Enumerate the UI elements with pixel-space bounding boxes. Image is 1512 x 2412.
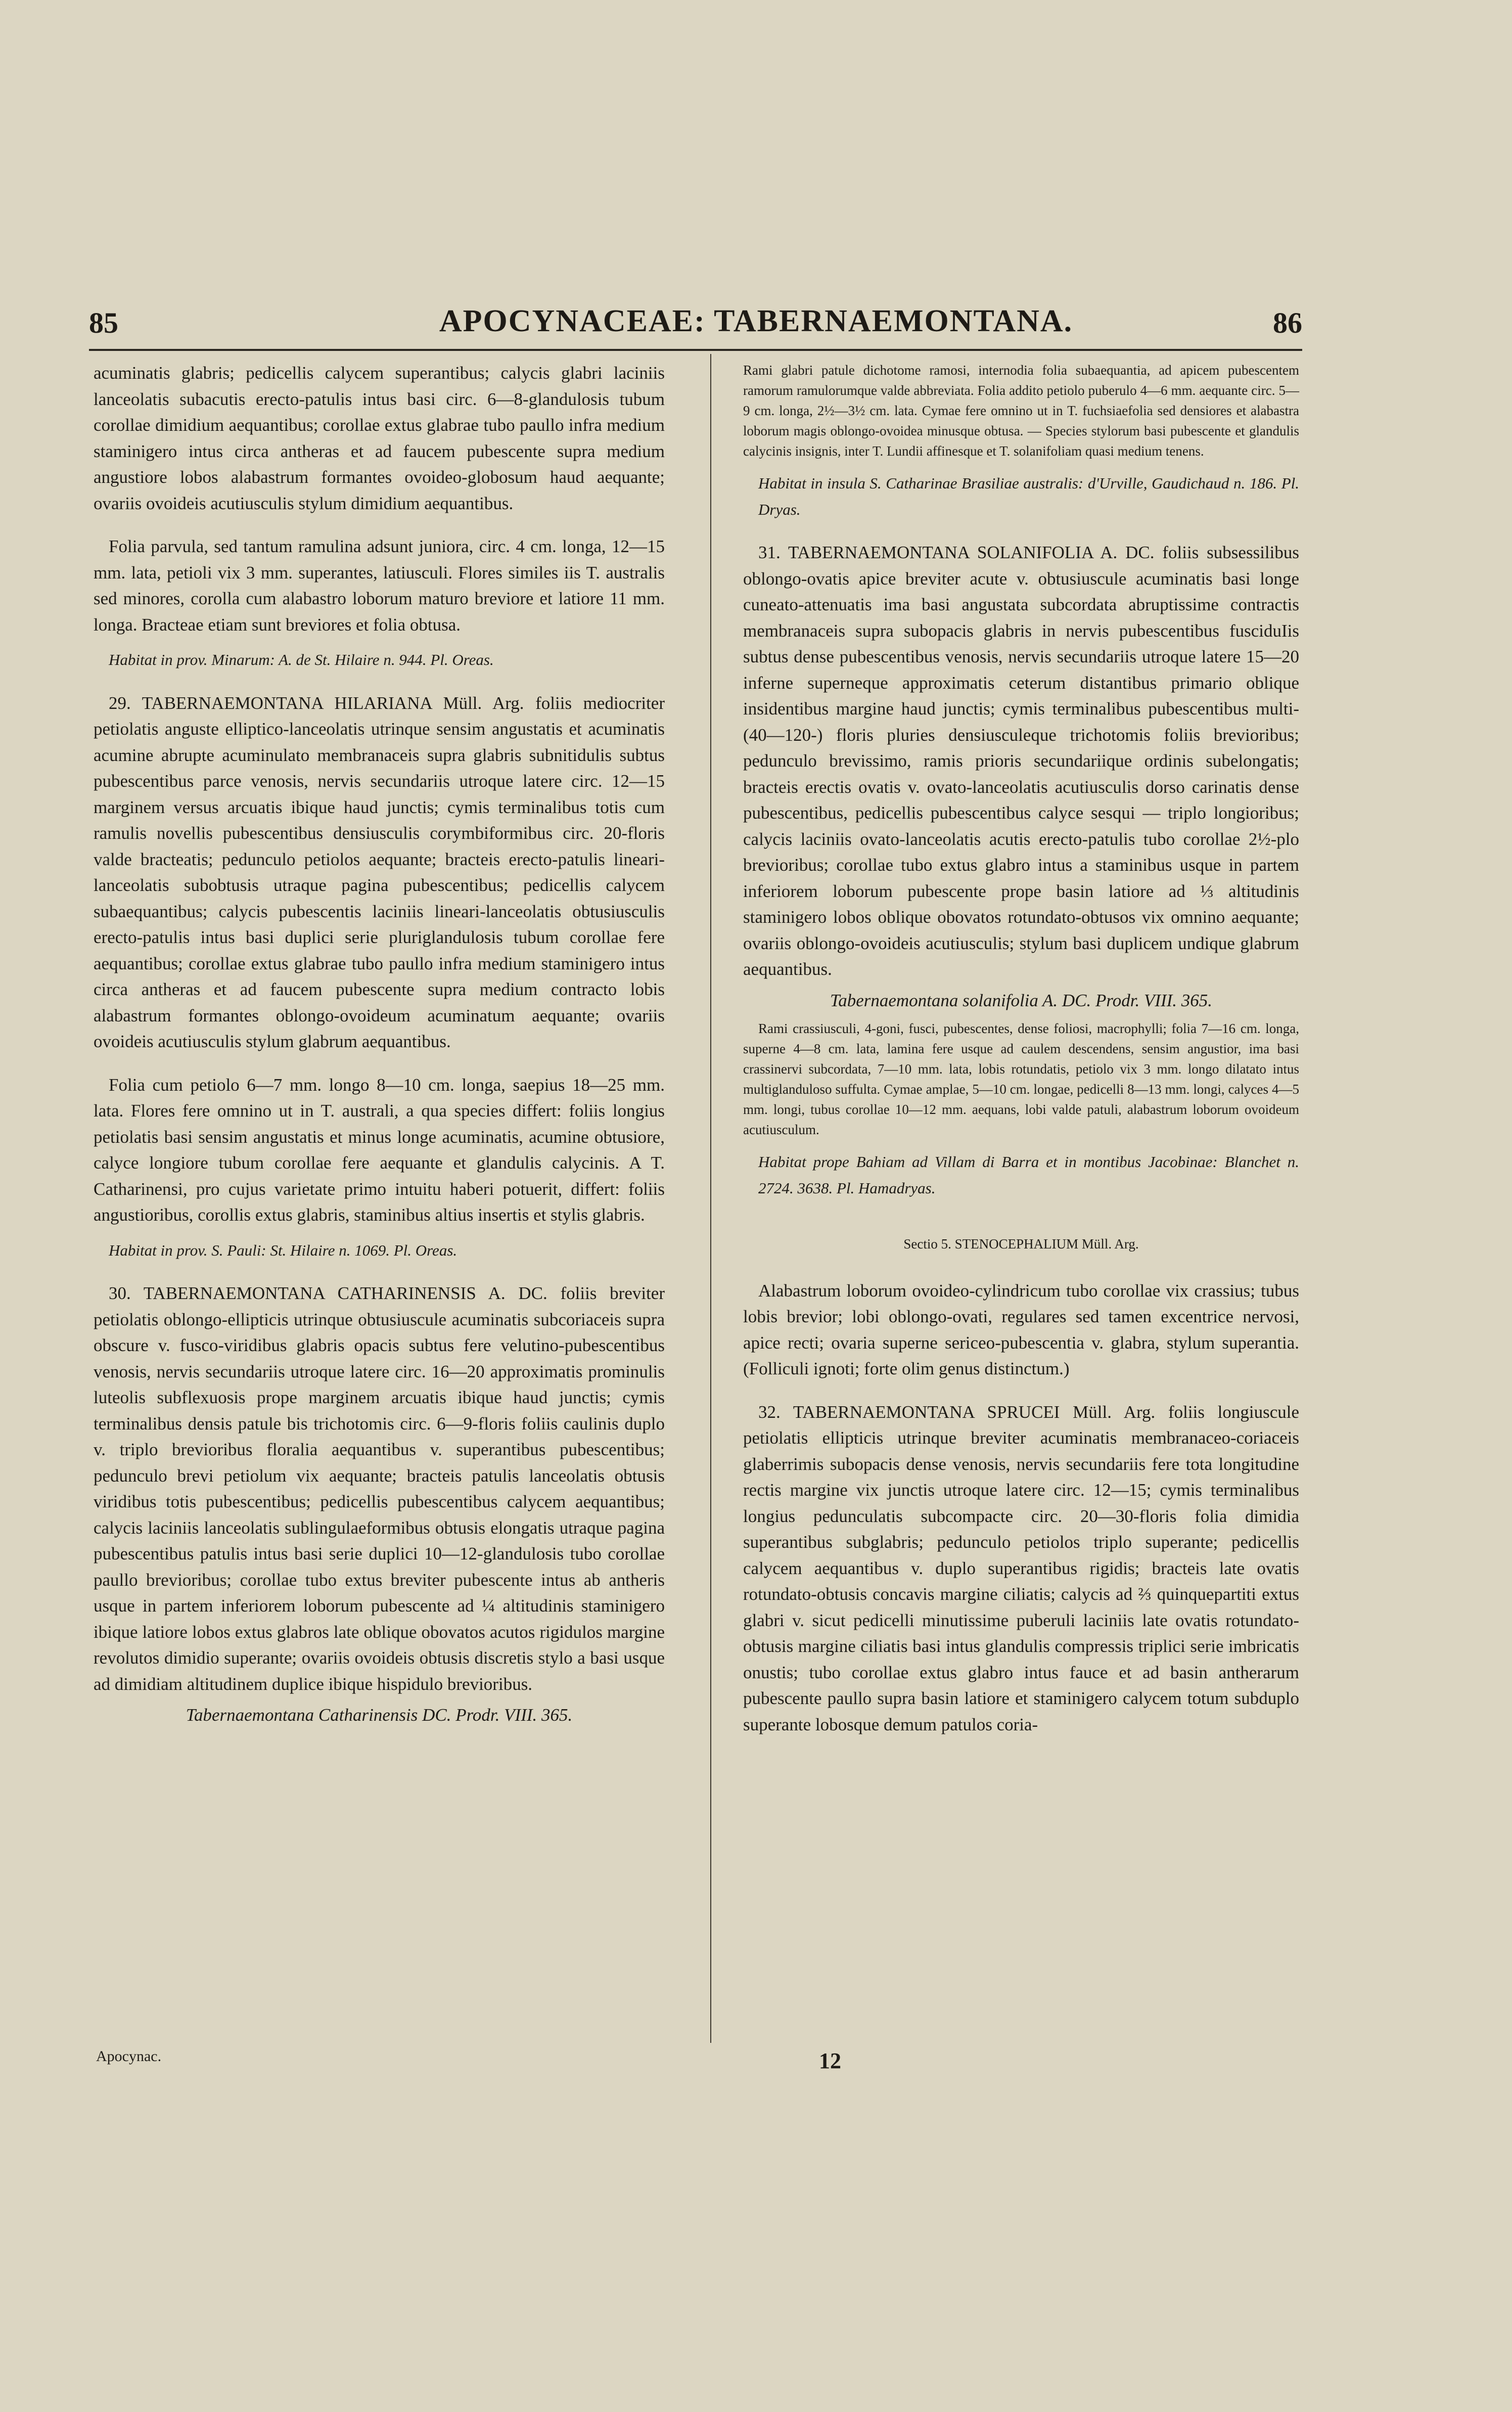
habitat-line: Habitat prope Bahiam ad Villam di Barra et in montibus Jacobinae: Blanchet n. 2724. 3638. Pl. Hamadryas. (758, 1153, 1299, 1197)
citation: Tabernaemontana Catharinensis DC. Prodr. VIII. 365. (186, 1705, 573, 1725)
paragraph: Folia cum petiolo 6—7 mm. longo 8—10 cm. longa, saepius 18—25 mm. lata. Flores fere omnino ut in T. australi, a qua species differt: foliis longius petiolatis basi sensim angustatis et minus longe acuminatis, acumine obtusiore, calyce longiore tubum corollae fere aequante et glandulis calycinis. A T. Catharinensi, pro cujus varietate primo intuitu haberi potuerit, differt: foliis angustioribus, corollis extus glabris, staminibus altius insertis et stylis glabris. (94, 1075, 665, 1225)
signature-mark: 12 (819, 2048, 841, 2073)
page-title: APOCYNACEAE: TABERNAEMONTANA. (439, 304, 1073, 338)
species-entry-30: 30. TABERNAEMONTANA CATHARINENSIS A. DC. foliis breviter petiolatis oblongo-ellipticis utrinque obtusiuscule acuminatis subcoriaceis supra obscure v. fusco-viridibus glabris opacis subtus fere velutino-pubescentibus venosis, nervis secundariis utroque latere circ. 16—20 approximatis prominulis luteolis subflexuosis prope marginem arcuatis ibique haud junctis; cymis terminalibus densis patule bis trichotomis circ. 6—9-floris foliis caulinis duplo v. triplo brevioribus floralia aequantibus v. superantibus pubescentibus; pedunculo brevi petiolum vix aequante; bracteis patulis lanceolatis obtusis viridibus totis pubescentibus; pedicellis pubescentibus calycem aequantibus; calycis laciniis lanceolatis sublingulaeformibus obtusis elongatis utraque pagina pubescentibus patulis intus basi serie duplici 10—12-glandulosis tubo corollae paullo brevioribus; corollae tubo extus breviter pubescente intus ab antheris usque in partem inferiorem loborum pubescente ad ¼ altitudinis staminigero ibique latiore lobos extus glabros late oblique obovatos acutos rigidulos margine revolutos dimidio superante; ovariis ovoideis obtusis discretis stylo a basi usque ad dimidiam altitudinem duplice ibique hispidulo brevioribus. (94, 1283, 665, 1694)
species-entry-29: 29. TABERNAEMONTANA HILARIANA Müll. Arg. foliis mediocriter petiolatis anguste elliptico-lanceolatis utrinque sensim angustatis et acuminatis acumine abrupte acuminulato membranaceis supra glabris subnitidulis subtus pubescentibus parce venosis, nervis secundariis utroque latere circ. 12—15 marginem versus arcuatis ibique haud junctis; cymis terminalibus totis cum ramulis novellis pubescentibus densiusculis corymbiformibus circ. 20-floris valde bracteatis; pedunculo petiolos aequante; bracteis erecto-patulis lineari-lanceolatis subobtusis utraque pagina pubescentibus; pedicellis calycem subaequantibus; calycis pubescentis laciniis lineari-lanceolatis obtusiusculis erecto-patulis intus basi duplici serie pluriglandulosis tubum corollae fere aequantibus; corollae extus glabrae tubo paullo infra medium staminigero intus circa antheras et ad faucem pubescente supra medium contracto lobis alabastrum formantes oblongo-ovoideum acuminatum aequante; ovariis ovoideis acutiusculis stylum glabrum aequantibus. (94, 693, 665, 1051)
page-number-right: 86 (1273, 306, 1302, 339)
citation: Tabernaemontana solanifolia A. DC. Prodr. VIII. 365. (830, 990, 1213, 1010)
habitat-line: Habitat in insula S. Catharinae Brasiliae australis: d'Urville, Gaudichaud n. 186. Pl. Dryas. (758, 474, 1299, 518)
habitat-line: Habitat in prov. Minarum: A. de St. Hilaire n. 944. Pl. Oreas. (109, 651, 494, 668)
page-number-left: 85 (89, 306, 118, 339)
paragraph: acuminatis glabris; pedicellis calycem superantibus; calycis glabri laciniis lanceolatis subacutis erecto-patulis intus basi circ. 6—8-glandulosis tubum corollae dimidium aequantibus; corollae extus glabrae tubo paullo infra medium staminigero intus circa antheras et ad faucem pubescente supra medium angustiore lobos alabastrum formantes ovoideo-globosum haud aequante; ovariis ovoideis acutiusculis stylum dimidium aequantibus. (94, 363, 665, 513)
section-heading: Sectio 5. STENOCEPHALIUM Müll. Arg. (903, 1236, 1139, 1252)
footer-label: Apocynac. (96, 2048, 162, 2065)
species-entry-32: 32. TABERNAEMONTANA SPRUCEI Müll. Arg. foliis longiuscule petiolatis ellipticis utrinque breviter acuminatis membranaceo-coriaceis glaberrimis subopacis dense venosis, nervis secundariis fere tota longitudine rectis margine vix junctis utroque latere circ. 12—15; cymis terminalibus longius pedunculatis subcompacte circ. 20—30-floris folia dimidia superantibus subglabris; pedunculo petiolos triplo superante; pedicellis calycem aequantibus v. duplo superantibus rigidis; bracteis late ovatis rotundato-obtusis concavis margine ciliatis; calycis ad ⅔ quinquepartiti extus glabri v. sicut pedicelli minutissime puberuli laciniis late ovatis rotundato-obtusis margine ciliatis basi intus glandulis compressis triplici serie imbricatis onustis; tubo corollae extus glabro intus fauce et ad basin antherarum pubescente paullo supra basin latiore et staminigero calycem totum subduplo superante lobosque demum patulos coria- (743, 1402, 1299, 1734)
right-column (743, 360, 1299, 1737)
column-divider (710, 354, 711, 2043)
paragraph: Alabastrum loborum ovoideo-cylindricum tubo corollae vix crassius; tubus lobis brevior; lobi oblongo-ovati, regulares sed tamen excentrice nervosi, apice recti; ovaria superne sericeo-pubescentia v. glabra, stylum superantia. (Folliculi ignoti; forte olim genus distinctum.) (743, 1280, 1299, 1378)
paragraph: Rami crassiusculi, 4-goni, fusci, pubescentes, dense foliosi, macrophylli; folia 7—16 cm. longa, superne 4—8 cm. lata, lamina fere usque ad caulem descendens, sensim angustior, ima basi crassinervi subcordata, 7—10 mm. lata, lobis rotundatis, petiolo vix 3 mm. longo dilatato intus multiglanduloso suffulta. Cymae amplae, 5—10 cm. longae, pedicelli 8—13 mm. longi, calyces 4—5 mm. longi, tubus corollae 10—12 mm. aequans, lobi valde patuli, alabastrum loborum ovoideum acutiusculum. (743, 1021, 1299, 1137)
left-column (94, 360, 665, 1733)
paragraph: Rami glabri patule dichotome ramosi, internodia folia subaequantia, ad apicem pubescentem ramorum ramulorumque valde abbreviata. Folia addito petiolo puberulo 4—6 mm. aequante circ. 5—9 cm. longa, 2½—3½ cm. lata. Cymae fere omnino ut in T. fuchsiaefolia sed densiores et alabastra loborum magis oblongo-ovoidea minusque obtusa. — Species stylorum basi pubescente et glandulis calycinis insignis, inter T. Lundii affinesque et T. solanifoliam quasi medium tenens. (743, 363, 1299, 459)
habitat-line: Habitat in prov. S. Pauli: St. Hilaire n. 1069. Pl. Oreas. (109, 1241, 457, 1259)
header-rule (89, 349, 1302, 351)
paragraph: Folia parvula, sed tantum ramulina adsunt juniora, circ. 4 cm. longa, 12—15 mm. lata, petioli vix 3 mm. superantes, latiusculi. Flores similes iis T. australis sed minores, corolla cum alabastro loborum maturo breviore et latiore 11 mm. longa. Bracteae etiam sunt breviores et folia obtusa. (94, 537, 665, 635)
species-entry-31: 31. TABERNAEMONTANA SOLANIFOLIA A. DC. foliis subsessilibus oblongo-ovatis apice breviter acute v. obtusiuscule acuminatis basi longe cuneato-attenuatis ima basi angustata subcordata abruptissime contractis membranaceis supra subopacis glabris in nervis pubescentibus fusciduIis subtus dense pubescentibus venosis, nervis secundariis utroque latere 15—20 inferne superneque approximatis ceterum distantibus primario oblique insidentibus margine haud junctis; cymis terminalibus pubescentibus multi- (40—120-) floris pluries densiusculeque trichotomis foliis brevioribus; pedunculo brevissimo, ramis prioris secundariique ordinis subelongatis; bracteis erectis ovatis v. ovato-lanceolatis acutiusculis dorso carinatis dense pubescentibus, pedicellis pubescentibus calyce sesqui — triplo longioribus; calycis laciniis ovato-lanceolatis acutis erecto-patulis tubo corollae 2½-plo brevioribus; corollae tubo extus glabro intus a staminibus usque in partem inferiorem loborum pubescente prope basin latiore ad ⅓ altitudinis staminigero lobos oblique obovatos rotundato-obtusos vix omnino aequante; ovariis oblongo-ovoideis acutiusculis; stylum basi duplicem undique glabrum aequantibus. (743, 543, 1299, 979)
